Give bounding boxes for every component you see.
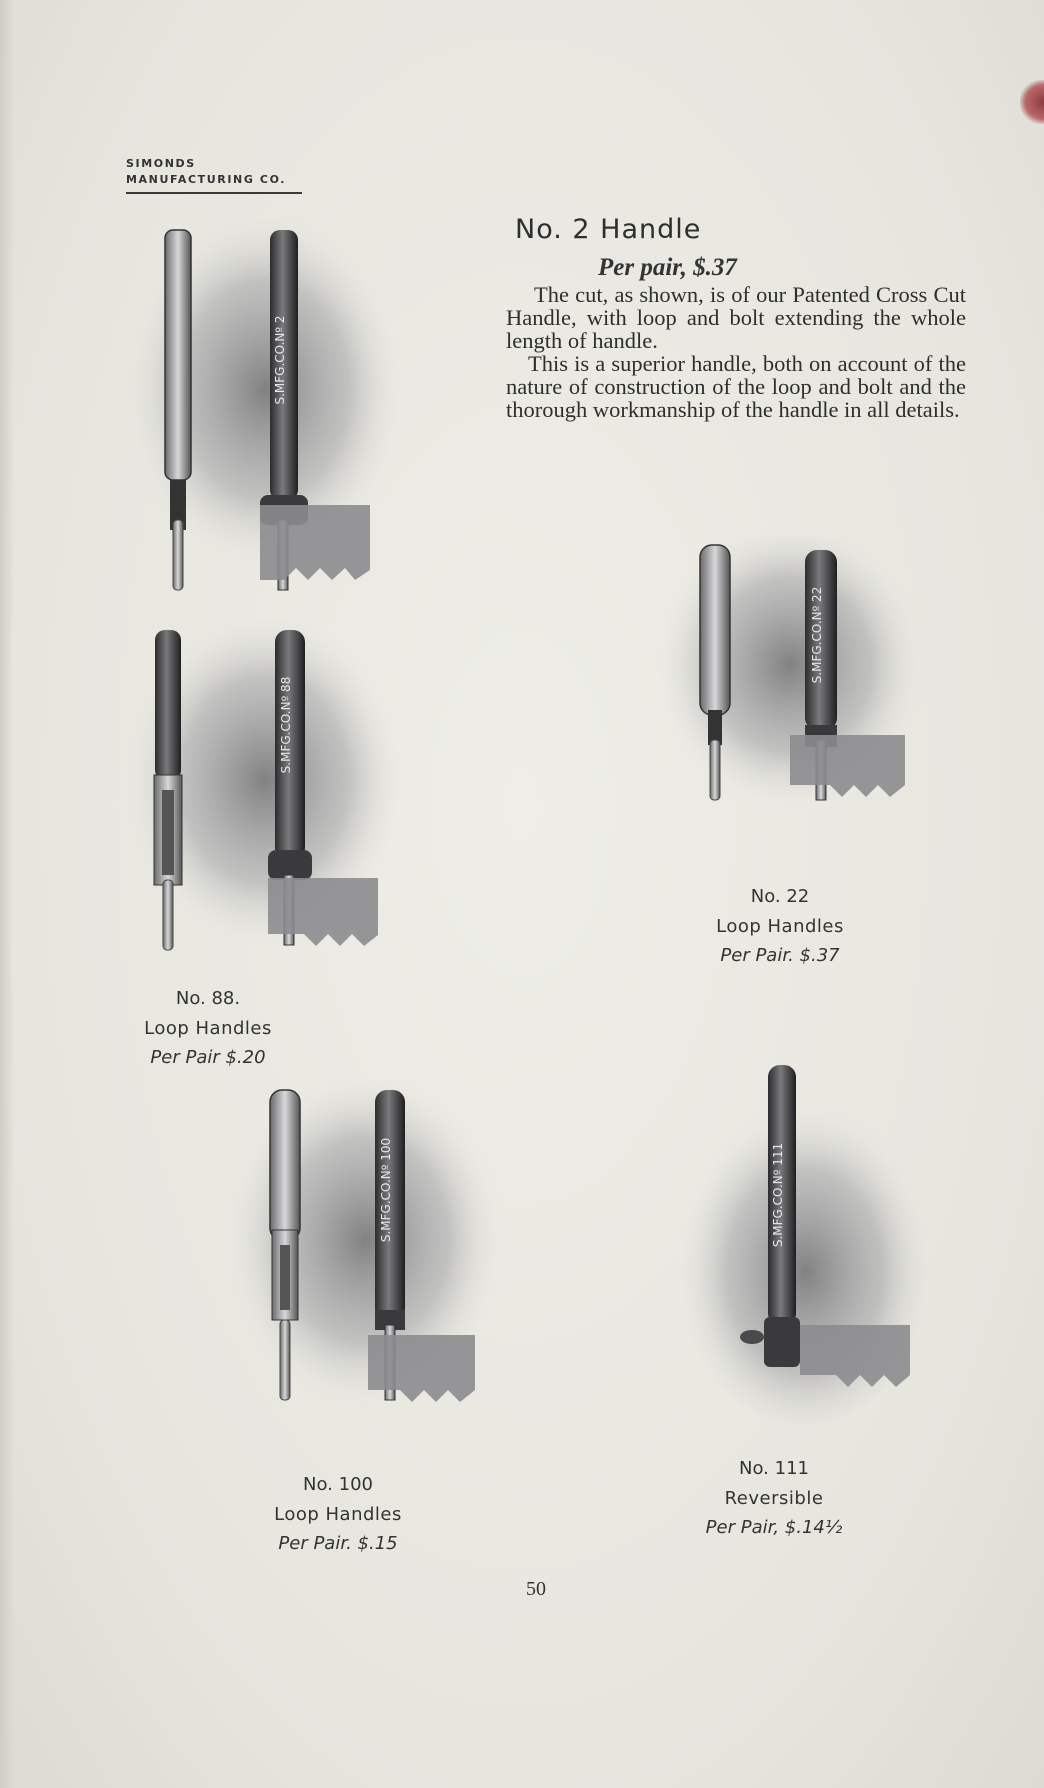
item-name: Loop Handles <box>144 1018 272 1039</box>
item-price: Per Pair, $.14½ <box>705 1517 843 1538</box>
handle-illustration <box>670 1055 950 1425</box>
company-header <box>126 156 302 194</box>
handle-stamp: S.MFG.CO.Nº 100 <box>379 1137 393 1243</box>
page-spine-shadow <box>0 0 14 1788</box>
item-price: Per Pair. $.15 <box>278 1533 398 1554</box>
handle-pair-illustration <box>120 220 410 600</box>
figure-no111-handle <box>670 1055 950 1425</box>
caption-no88 <box>88 984 328 1072</box>
caption-no22 <box>660 882 900 970</box>
figure-no2-handle <box>120 220 410 600</box>
handle-stamp: S.MFG.CO.Nº 2 <box>273 315 287 405</box>
company-type: MANUFACTURING CO. <box>126 173 287 186</box>
item-number: No. 100 <box>303 1474 373 1495</box>
handle-stamp: S.MFG.CO.Nº 88 <box>279 676 293 774</box>
item-name: Reversible <box>724 1488 824 1509</box>
handle-stamp: S.MFG.CO.Nº 111 <box>771 1142 785 1248</box>
handle-stamp: S.MFG.CO.Nº 22 <box>810 586 824 684</box>
handle-pair-illustration <box>220 1080 510 1425</box>
page-tab-mark <box>1020 80 1044 124</box>
main-item-description <box>506 283 966 421</box>
item-number: No. 111 <box>739 1458 809 1479</box>
item-price: Per Pair $.20 <box>150 1047 266 1068</box>
item-number: No. 22 <box>750 886 810 907</box>
main-item-price: Per pair, $.37 <box>598 254 737 281</box>
handle-pair-illustration <box>650 535 930 825</box>
main-item-title: No. 2 Handle <box>515 214 702 245</box>
item-number: No. 88. <box>175 988 241 1009</box>
item-name: Loop Handles <box>274 1504 402 1525</box>
header-rule <box>126 192 302 194</box>
figure-no88-handle <box>120 620 410 965</box>
handle-pair-illustration <box>120 620 410 965</box>
item-name: Loop Handles <box>716 916 844 937</box>
figure-no100-handle <box>220 1080 510 1425</box>
caption-no100 <box>218 1470 458 1558</box>
page-number: 50 <box>526 1578 546 1600</box>
item-price: Per Pair. $.37 <box>720 945 840 966</box>
company-name: SIMONDS <box>126 157 196 170</box>
caption-no111 <box>654 1454 894 1542</box>
figure-no22-handle <box>650 535 930 825</box>
description-paragraph: This is a superior handle, both on account of the nature of construction of the loop and bolt and the thorough workmanship of the handle in all details. <box>506 351 966 422</box>
description-paragraph: The cut, as shown, is of our Patented Cross Cut Handle, with loop and bolt extending the whole length of handle. <box>506 282 966 353</box>
